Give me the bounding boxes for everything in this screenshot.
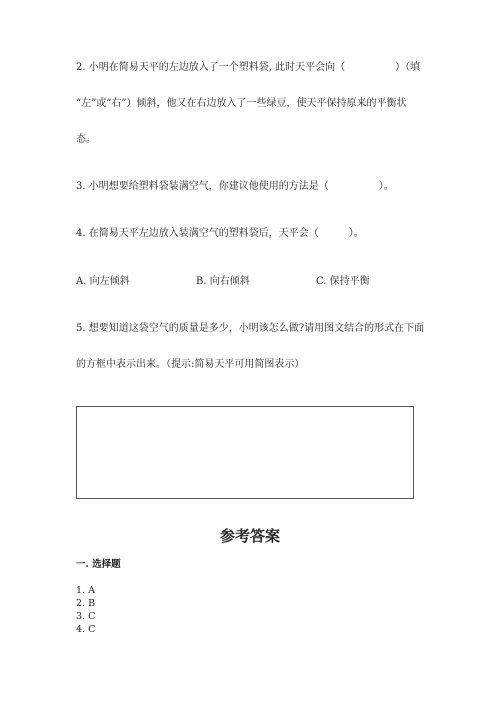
question-3-line-1: 3. 小明想要给塑料袋装满空气，你建议他使用的方法是（ ）。 [76,181,394,192]
question-4-option-b: B. 向右倾斜 [196,276,250,287]
question-5-line-1: 5. 想要知道这袋空气的质量是多少，小明该怎么做?请用图文结合的形式在下面 [76,323,425,334]
answer-section-title: 一. 选择题 [76,559,121,570]
answer-key-title: 参考答案 [219,527,280,545]
answer-item-1: 1. A [76,585,95,596]
question-4-option-a: A. 向左倾斜 [76,276,130,287]
question-2-line-2: “左”或“右”）倾斜，他又在右边放入了一些绿豆，使天平保持原来的平衡状 [76,98,407,109]
answer-item-4: 4. C [76,624,96,635]
question-2-line-3: 态。 [76,134,96,145]
answer-item-3: 3. C [76,611,96,622]
answer-drawing-box[interactable] [76,406,414,499]
answer-item-2: 2. B [76,598,96,609]
question-4-line-1: 4. 在简易天平左边放入装满空气的塑料袋后，天平会（ ）。 [76,228,364,239]
question-2-line-1: 2. 小明在简易天平的左边放入了一个塑料袋, 此时天平会向（ ）（填 [76,62,421,73]
question-5-line-2: 的方框中表示出来。（提示:简易天平可用简图表示） [76,359,305,370]
question-4-option-c: C. 保持平衡 [316,276,370,287]
